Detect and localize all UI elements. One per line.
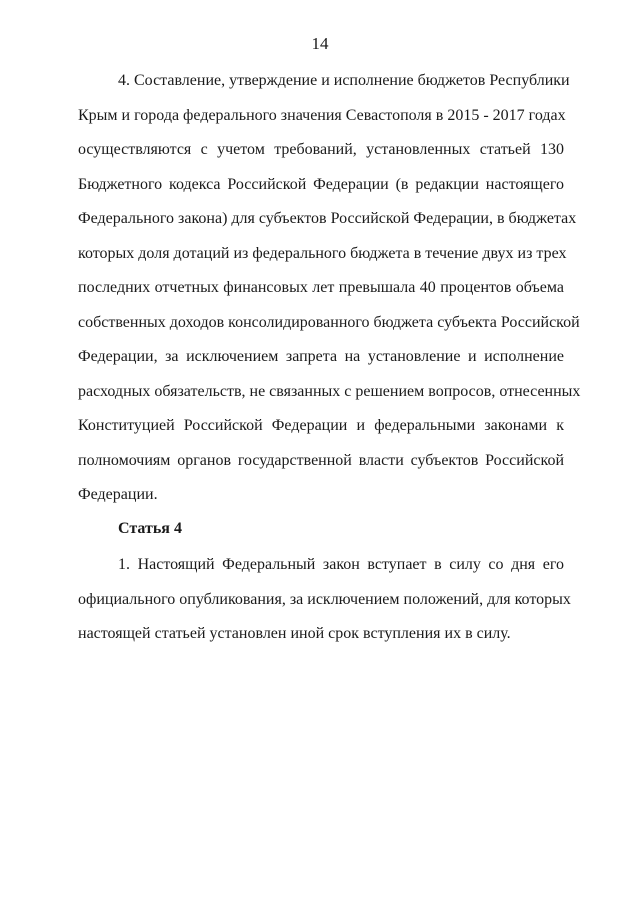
text-line: собственных доходов консолидированного бюджета субъекта Российской [78,313,580,331]
article-heading: Статья 4 [118,520,182,537]
text-line: Федерации. [78,486,158,503]
text-line: настоящей статьей установлен иной срок вступления их в силу. [78,625,511,642]
text-line: Крым и города федерального значения Севастополя в 2015 - 2017 годах [78,106,566,124]
paragraph-budget-provisions [78,71,581,520]
text-line: Бюджетного кодекса Российской Федерации (в редакции настоящего [78,175,564,193]
text-line: 1. Настоящий Федеральный закон вступает в силу со дня его [118,556,564,573]
text-line: осуществляются с учетом требований, установленных статьей 130 [78,141,564,158]
text-line: официального опубликования, за исключением положений, для которых [78,590,571,608]
text-line: последних отчетных финансовых лет превышала 40 процентов объема [78,279,564,296]
text-line: 4. Составление, утверждение и исполнение бюджетов Республики [118,72,570,89]
text-line: Федерации, за исключением запрета на установление и исполнение [78,348,564,365]
paragraph-entry-into-force [78,555,571,659]
page-number: 14 [311,34,329,53]
text-line: расходных обязательств, не связанных с решением вопросов, отнесенных [78,382,581,400]
text-line: Федерального закона) для субъектов Российской Федерации, в бюджетах [78,210,577,227]
text-line: Конституцией Российской Федерации и федеральными законами к [78,417,564,434]
text-line: полномочиям органов государственной власти субъектов Российской [78,451,564,469]
text-line: которых доля дотаций из федерального бюджета в течение двух из трех [78,244,567,262]
